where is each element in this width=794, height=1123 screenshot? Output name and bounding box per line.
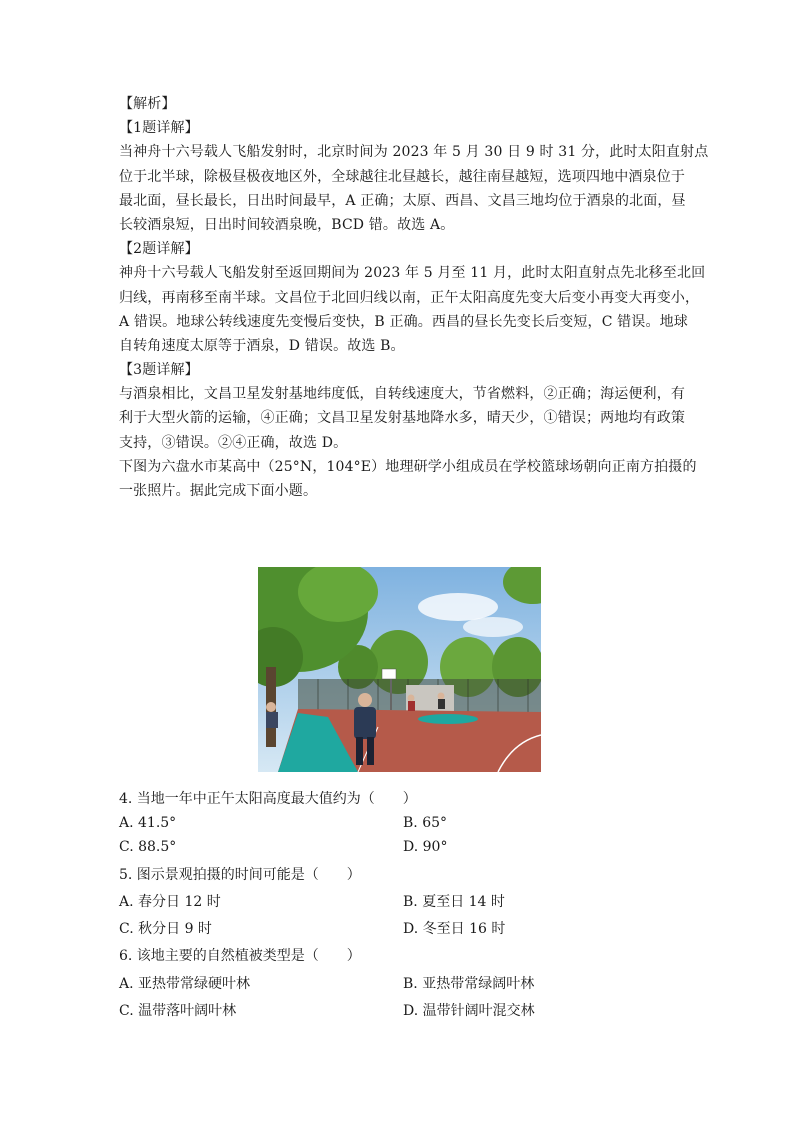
- q3-line: 利于大型火箭的运输，④正确；文昌卫星发射基地降水多，晴天少，①错误；两地均有政策: [119, 410, 685, 427]
- question-6-stem: 6. 该地主要的自然植被类型是（ ）: [119, 948, 361, 964]
- intro-line: 一张照片。据此完成下面小题。: [119, 483, 318, 499]
- q2-line: 归线，再南移至南半球。文昌位于北回归线以南，正午太阳高度先变大后变小再变大再变小，: [119, 289, 700, 306]
- question-4-stem: 4. 当地一年中正午太阳高度最大值约为（ ）: [119, 791, 417, 807]
- intro-line: 下图为六盘水市某高中（25°N，104°E）地理研学小组成员在学校篮球场朝向正南方拍摄的: [119, 458, 697, 475]
- q3-line: 与酒泉相比，文昌卫星发射基地纬度低，自转线速度大，节省燃料，②正确；海运便利，有: [119, 386, 685, 403]
- question-4-option-b: B. 65°: [403, 815, 448, 831]
- q1-line: 长较酒泉短，日出时间较酒泉晚，BCD 错。故选 A。: [119, 216, 455, 233]
- q3-line: 支持，③错误。②④正确，故选 D。: [119, 434, 348, 451]
- q1-line: 最北面，昼长最长，日出时间最早，A 正确；太原、西昌、文昌三地均位于酒泉的北面，昼: [119, 192, 686, 209]
- question-5-option-a: A. 春分日 12 时: [119, 894, 221, 910]
- question-5-option-c: C. 秋分日 9 时: [119, 921, 212, 937]
- q2-line: 自转角速度太原等于酒泉，D 错误。故选 B。: [119, 337, 405, 354]
- analysis-header: 【解析】: [119, 96, 176, 112]
- q2-line: A 错误。地球公转线速度先变慢后变快，B 正确。西昌的昼长先变长后变短，C 错误。地球: [119, 313, 688, 330]
- q1-line: 当神舟十六号载人飞船发射时，北京时间为 2023 年 5 月 30 日 9 时 31 分，此时太阳直射点: [119, 144, 709, 161]
- question-6-option-b: B. 亚热带常绿阔叶林: [403, 976, 535, 992]
- question-6-option-a: A. 亚热带常绿硬叶林: [119, 976, 251, 992]
- q2-header: 【2题详解】: [119, 241, 199, 258]
- q1-line: 位于北半球，除极昼极夜地区外，全球越往北昼越长，越往南昼越短，选项四地中酒泉位于: [119, 168, 685, 185]
- question-5-stem: 5. 图示景观拍摄的时间可能是（ ）: [119, 867, 361, 883]
- question-6-option-c: C. 温带落叶阔叶林: [119, 1003, 237, 1019]
- question-4-option-a: A. 41.5°: [119, 815, 177, 831]
- analysis-section: [119, 92, 709, 503]
- question-4-option-d: D. 90°: [403, 839, 448, 855]
- question-4-option-c: C. 88.5°: [119, 839, 177, 855]
- question-5-option-d: D. 冬至日 16 时: [403, 921, 506, 937]
- q1-header: 【1题详解】: [119, 120, 199, 137]
- q2-line: 神舟十六号载人飞船发射至返回期间为 2023 年 5 月至 11 月，此时太阳直射点先北移至北回: [119, 265, 706, 282]
- question-5-option-b: B. 夏至日 14 时: [403, 894, 505, 910]
- q3-header: 【3题详解】: [119, 362, 199, 379]
- basketball-court-photo: [258, 567, 541, 772]
- question-6-option-d: D. 温带针阔叶混交林: [403, 1003, 535, 1019]
